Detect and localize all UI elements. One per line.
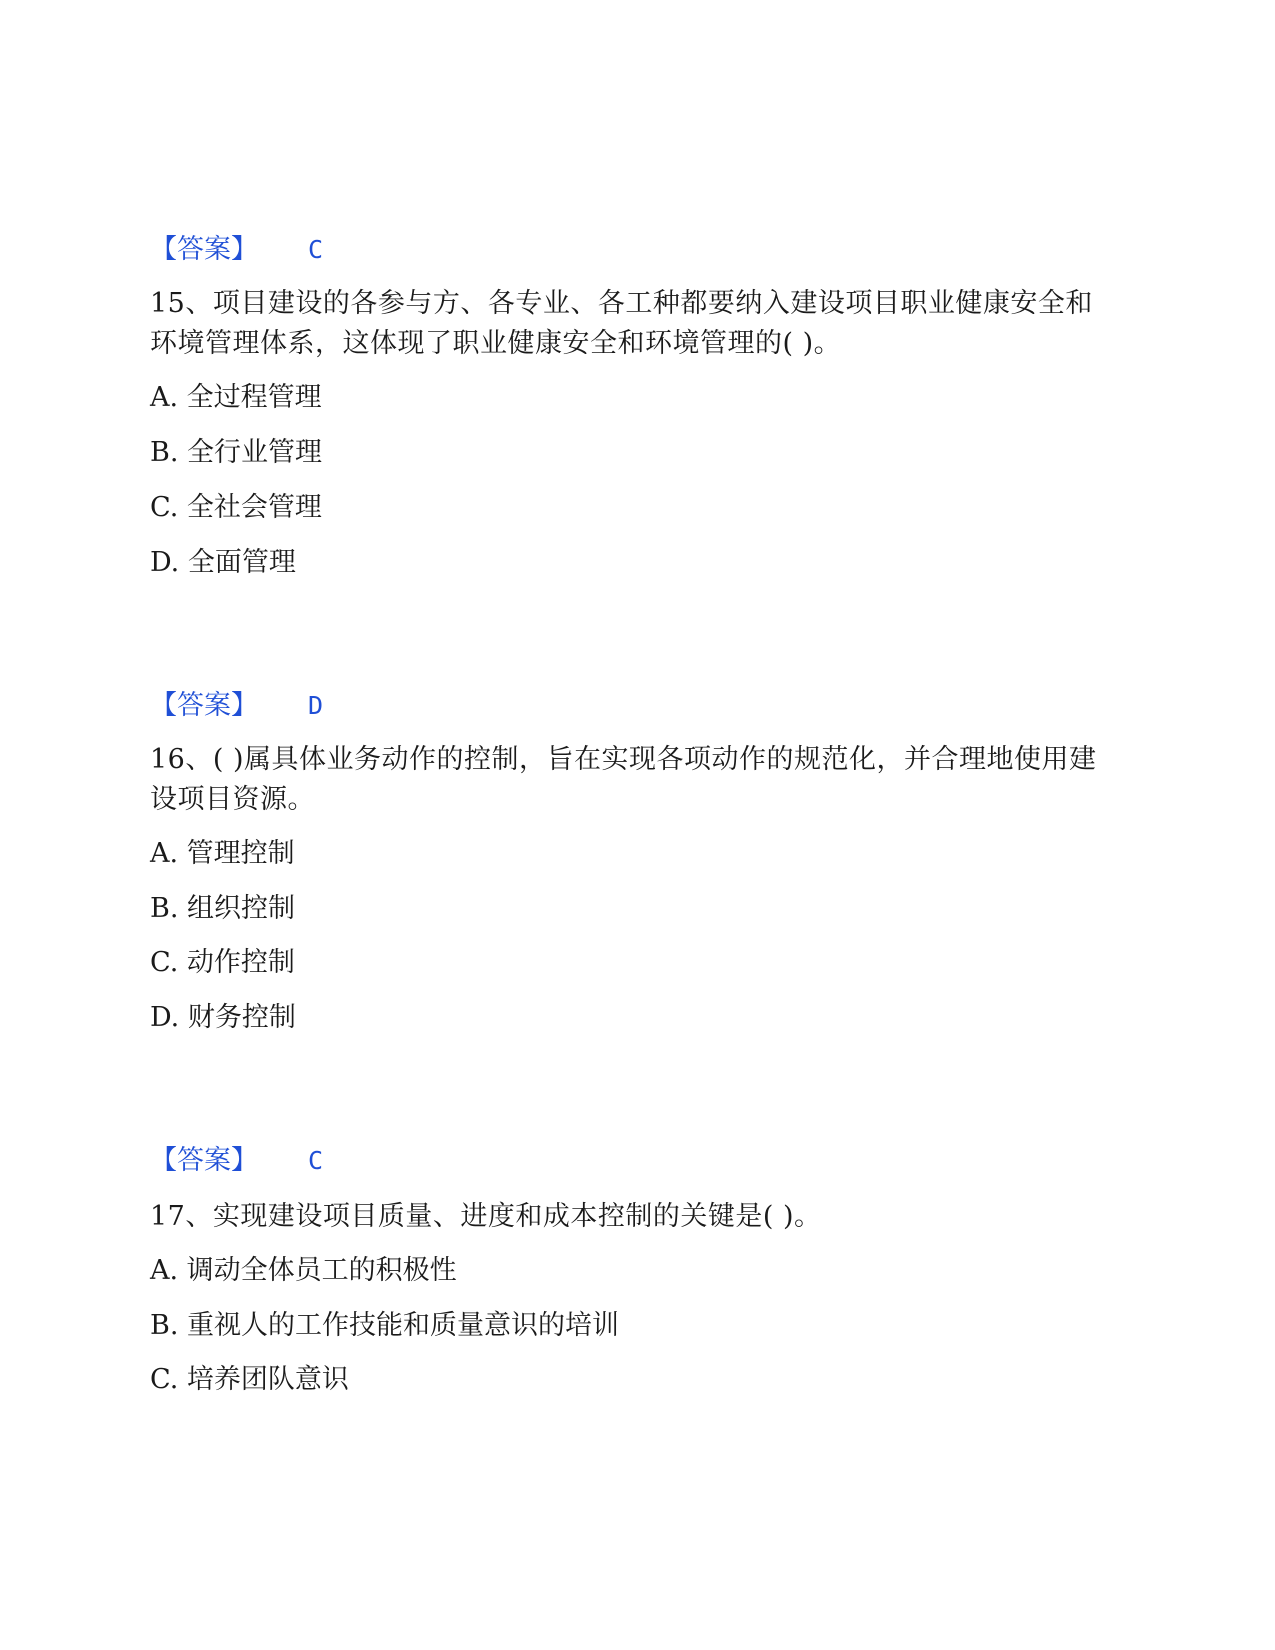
answer-tag: 【答案】 xyxy=(150,690,258,721)
question-15-option-c: C. 全社会管理 xyxy=(150,492,322,523)
question-16-option-c: C. 动作控制 xyxy=(150,947,295,978)
question-16-option-d: D. 财务控制 xyxy=(150,1002,296,1033)
question-17-option-c: C. 培养团队意识 xyxy=(150,1364,349,1395)
question-16-option-a: A. 管理控制 xyxy=(150,838,295,869)
answer-line-16 xyxy=(150,1143,323,1179)
answer-tag: 【答案】 xyxy=(150,1145,258,1176)
answer-value: D xyxy=(308,691,324,720)
question-16-option-b: B. 组织控制 xyxy=(150,893,296,924)
answer-value: C xyxy=(308,235,324,264)
question-15-text: 15、项目建设的各参与方、各专业、各工种都要纳入建设项目职业健康安全和环境管理体系，这体现了职业健康安全和环境管理的( )。 xyxy=(150,288,1093,359)
question-17-text: 17、实现建设项目质量、进度和成本控制的关键是( )。 xyxy=(150,1201,822,1232)
answer-line-14 xyxy=(150,232,323,268)
answer-value: C xyxy=(308,1146,324,1175)
question-17-option-a: A. 调动全体员工的积极性 xyxy=(150,1255,457,1286)
answer-tag: 【答案】 xyxy=(150,234,258,265)
question-15-option-b: B. 全行业管理 xyxy=(150,437,323,468)
question-16-text: 16、( )属具体业务动作的控制，旨在实现各项动作的规范化，并合理地使用建设项目资源。 xyxy=(150,744,1097,815)
answer-line-15 xyxy=(150,688,323,724)
question-15-option-d: D. 全面管理 xyxy=(150,547,296,578)
question-17-option-b: B. 重视人的工作技能和质量意识的培训 xyxy=(150,1310,620,1341)
question-15-option-a: A. 全过程管理 xyxy=(150,382,322,413)
